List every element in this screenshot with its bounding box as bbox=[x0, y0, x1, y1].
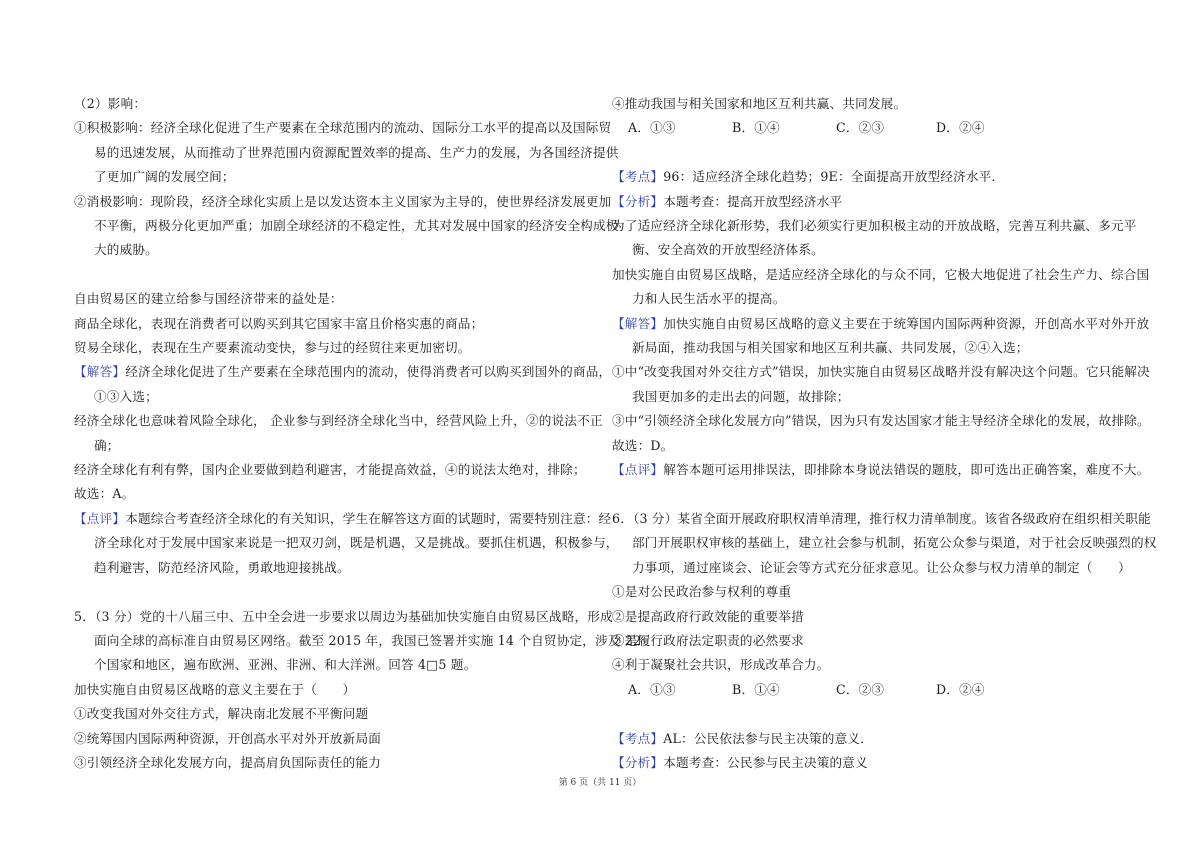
text-line: （2）影响： bbox=[74, 96, 147, 111]
answer-choices-q5 bbox=[612, 116, 1128, 140]
text-line: ①中“改变我国对外交往方式”错误，加快实施自由贸易区战略并没有解决这个问题。它只能解决 bbox=[612, 364, 1150, 380]
answer-line: 【解答】经济全球化促进了生产要素在全球范围内的流动，使得消费者可以购买到国外的商品， bbox=[74, 364, 612, 380]
text-line: 趋利避害，防范经济风险，勇敢地迎接挑战。 bbox=[94, 559, 350, 575]
analysis-line: 【分析】本题考查：公民参与民主决策的意义 bbox=[612, 754, 868, 770]
text-line: ①积极影响：经济全球化促进了生产要素在全球范围内的流动、国际分工水平的提高以及国际贸 bbox=[74, 120, 612, 136]
analysis-tag: 【分析】 bbox=[612, 193, 664, 209]
choice-c: C．②③ bbox=[836, 120, 885, 136]
comment-tag: 【点评】 bbox=[74, 510, 126, 526]
text-line: 力事项，通过座谈会、论证会等方式充分征求意见。让公众参与权力清单的制定（ ） bbox=[632, 559, 1131, 575]
option-line: ①是对公民政治参与权利的尊重 bbox=[612, 584, 792, 600]
analysis-line: 【分析】本题考查：提高开放型经济水平 bbox=[612, 193, 843, 209]
answer-line: 【解答】加快实施自由贸易区战略的意义主要在于统筹国内国际两种资源，开创高水平对外开放 bbox=[612, 315, 1150, 331]
text-line: 衡、安全高效的开放型经济体系。 bbox=[632, 242, 824, 258]
choice-d: D．②④ bbox=[936, 681, 985, 697]
text-line: 贸易全球化，表现在生产要素流动变快，参与过的经贸往来更加密切。 bbox=[74, 340, 471, 356]
text-line: 大的威胁。 bbox=[94, 242, 158, 258]
topic-tag: 【考点】 bbox=[612, 169, 664, 185]
comment-line: 【点评】本题综合考查经济全球化的有关知识，学生在解答这方面的试题时，需要特别注意：经 bbox=[74, 510, 612, 526]
topic-line: 【考点】AL：公民依法参与民主决策的意义． bbox=[612, 730, 873, 746]
answer-tag: 【解答】 bbox=[612, 315, 664, 331]
choice-c: C．②③ bbox=[836, 681, 885, 697]
option-line: ①改变我国对外交往方式，解决南北发展不平衡问题 bbox=[74, 706, 369, 722]
option-line: ③是履行政府法定职责的必然要求 bbox=[612, 632, 804, 648]
option-line: ④推动我国与相关国家和地区互利共赢、共同发展。 bbox=[612, 96, 907, 111]
text-line: ①③入选； bbox=[94, 388, 158, 404]
question-5-stem: 5．（3 分）党的十八届三中、五中全会进一步要求以周边为基础加快实施自由贸易区战略，形成 bbox=[74, 608, 613, 624]
analysis-tag: 【分析】 bbox=[612, 754, 664, 770]
answer-choices-q6 bbox=[612, 678, 1128, 702]
comment-line: 【点评】解答本题可运用排误法，即排除本身说法错误的题肢，即可选出正确答案，难度不大。 bbox=[612, 462, 1150, 478]
option-line: ③引领经济全球化发展方向，提高肩负国际责任的能力 bbox=[74, 754, 382, 770]
text-line: 易的迅速发展，从而推动了世界范围内资源配置效率的提高、生产力的发展，为各国经济提供 bbox=[94, 144, 619, 160]
text-line: 面向全球的高标准自由贸易区网络。截至 2015 年，我国已签署并实施 14 个自贸协定，涉及 22 bbox=[94, 632, 642, 648]
text-line: ②消极影响：现阶段，经济全球化实质上是以发达资本主义国家为主导的，使世界经济发展更加 bbox=[74, 193, 612, 209]
option-line: ②统筹国内国际两种资源，开创高水平对外开放新局面 bbox=[74, 730, 382, 746]
text-line: 部门开展职权审核的基础上，建立社会参与机制，拓宽公众参与渠道，对于社会反映强烈的权 bbox=[632, 535, 1157, 551]
text-line: 个国家和地区，遍布欧洲、亚洲、非洲、和大洋洲。回答 4□5 题。 bbox=[94, 657, 477, 673]
text-line: 故选：D。 bbox=[612, 437, 674, 453]
text-line: 为了适应经济全球化新形势，我们必须实行更加积极主动的开放战略，完善互利共赢、多元平 bbox=[612, 218, 1137, 234]
text-line: 商品全球化，表现在消费者可以购买到其它国家丰富且价格实惠的商品； bbox=[74, 315, 484, 331]
text-line: 确； bbox=[94, 437, 120, 453]
topic-line: 【考点】96：适应经济全球化趋势；9E：全面提高开放型经济水平． bbox=[612, 169, 1005, 185]
right-column bbox=[612, 92, 1157, 775]
text-line: 不平衡，两极分化更加严重；加剧全球经济的不稳定性，尤其对发展中国家的经济安全构成极 bbox=[94, 218, 619, 234]
comment-tag: 【点评】 bbox=[612, 462, 664, 478]
choice-b: B．①④ bbox=[732, 681, 780, 697]
text-line: 新局面，推动我国与相关国家和地区互利共赢、共同发展，②④入选； bbox=[632, 340, 1029, 356]
text-line: 加快实施自由贸易区战略的意义主要在于（ ） bbox=[74, 681, 356, 697]
question-6-stem: 6．（3 分）某省全面开展政府职权清单清理，推行权力清单制度。该省各级政府在组织相关职能 bbox=[612, 510, 1151, 526]
answer-tag: 【解答】 bbox=[74, 364, 126, 380]
text-line: 经济全球化有利有弊，国内企业要做到趋利避害，才能提高效益，④的说法太绝对，排除； bbox=[74, 462, 586, 478]
page-footer: 第 6 页（共 11 页） bbox=[558, 778, 642, 788]
text-line: 经济全球化也意味着风险全球化， 企业参与到经济全球化当中，经营风险上升，②的说法不正 bbox=[74, 413, 603, 429]
text-line: 故选：A。 bbox=[74, 486, 135, 502]
choice-b: B．①④ bbox=[732, 120, 780, 136]
choice-a: A．①③ bbox=[628, 120, 676, 136]
topic-tag: 【考点】 bbox=[612, 730, 664, 746]
text-line: 加快实施自由贸易区战略，是适应经济全球化的与众不同，它极大地促进了社会生产力、综合国 bbox=[612, 266, 1150, 282]
choice-d: D．②④ bbox=[936, 120, 985, 136]
text-line: 了更加广阔的发展空间； bbox=[94, 169, 235, 185]
text-line: 力和人民生活水平的提高。 bbox=[632, 291, 786, 307]
text-line: 济全球化对于发展中国家来说是一把双刃剑，既是机遇，又是挑战。要抓住机遇，积极参与， bbox=[94, 535, 619, 551]
option-line: ④利于凝聚社会共识，形成改革合力。 bbox=[612, 657, 830, 673]
text-line: 自由贸易区的建立给参与国经济带来的益处是： bbox=[74, 291, 343, 307]
option-line: ②是提高政府行政效能的重要举措 bbox=[612, 608, 804, 624]
text-line: ③中“引领经济全球化发展方向”错误，因为只有发达国家才能主导经济全球化的发展，故排除。 bbox=[612, 413, 1150, 429]
choice-a: A．①③ bbox=[628, 681, 676, 697]
text-line: 我国更加多的走出去的问题，故排除； bbox=[632, 388, 850, 404]
